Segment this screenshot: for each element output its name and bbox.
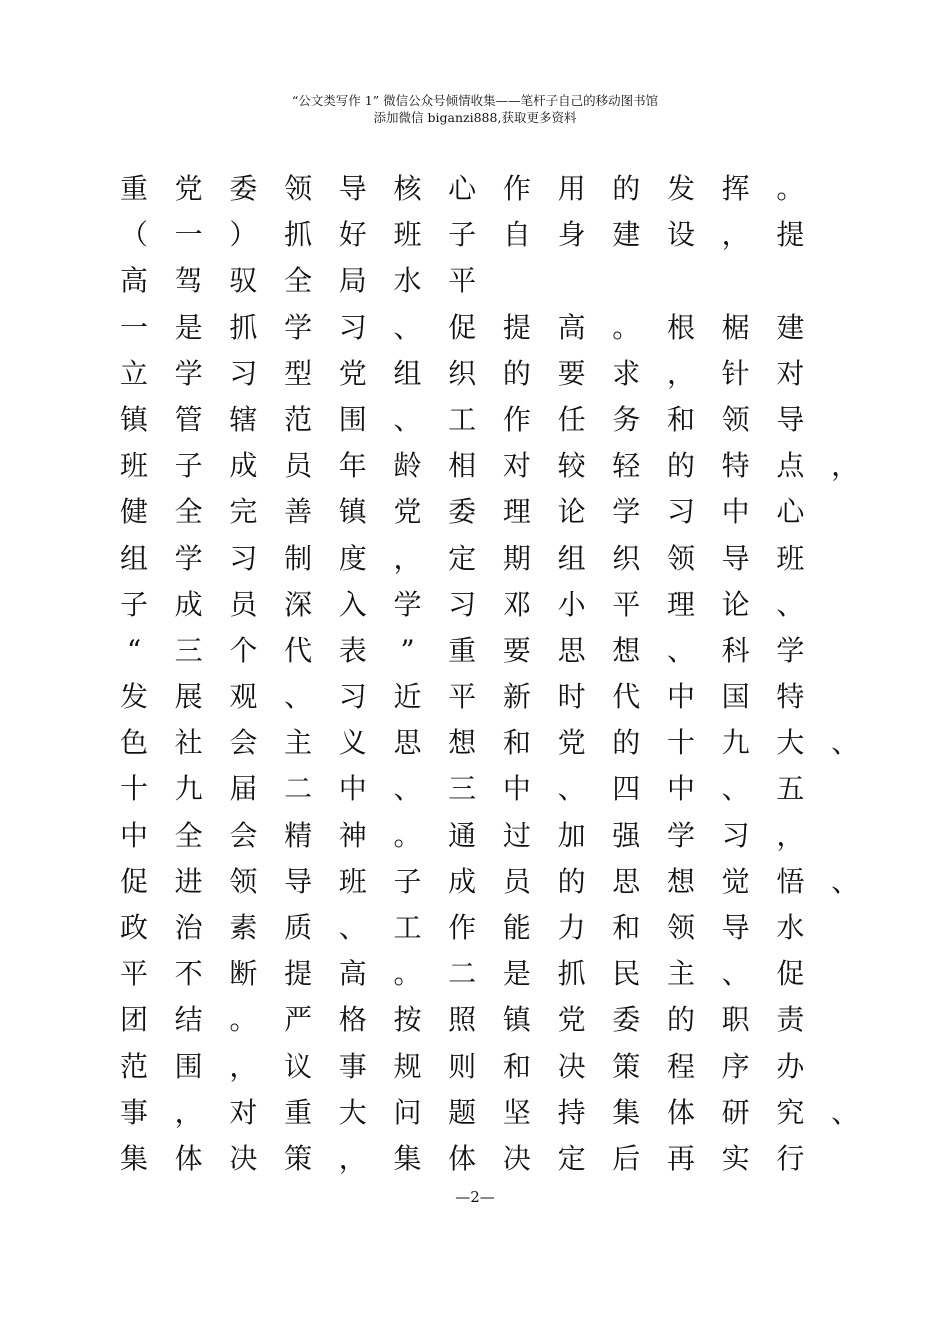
body-line: 事 ， 对 重 大 问 题 坚 持 集 体 研 究 、 — [119, 1095, 860, 1129]
body-line: 促 进 领 导 班 子 成 员 的 思 想 觉 悟 、 — [119, 864, 860, 898]
body-line: 班 子 成 员 年 龄 相 对 较 轻 的 特 点 ， — [119, 449, 860, 483]
body-line: 镇 管 辖 范 围 、 工 作 任 务 和 领 导 — [119, 402, 805, 436]
body-line: 发 展 观 、 习 近 平 新 时 代 中 国 特 — [119, 680, 805, 714]
body-line: 平 不 断 提 高 。 二 是 抓 民 主 、 促 — [119, 957, 805, 991]
header-line-1: “公文类写作 1” 微信公众号倾情收集——笔杆子自己的移动图书馆 — [291, 93, 659, 108]
body-line: 范 围 ， 议 事 规 则 和 决 策 程 序 办 — [119, 1049, 805, 1083]
body-line: 组 学 习 制 度 ， 定 期 组 织 领 导 班 — [119, 541, 805, 575]
body-line: 十 九 届 二 中 、 三 中 、 四 中 、 五 — [119, 772, 805, 806]
body-line: 色 社 会 主 义 思 想 和 党 的 十 九 大 、 — [119, 726, 860, 760]
body-line: 健 全 完 善 镇 党 委 理 论 学 习 中 心 — [119, 495, 805, 529]
body-line: 政 治 素 质 、 工 作 能 力 和 领 导 水 — [119, 911, 805, 944]
body-line: 高 驾 驭 全 局 水 平 — [119, 264, 477, 298]
body-line: 立 学 习 型 党 组 织 的 要 求 ， 针 对 — [119, 356, 805, 390]
body-line: 中 全 会 精 神 。 通 过 加 强 学 习 ， — [119, 818, 805, 852]
body-text — [119, 166, 860, 1182]
header-line-2: 添加微信 biganzi888,获取更多资料 — [373, 110, 577, 125]
body-line: 团 结 。 严 格 按 照 镇 党 委 的 职 责 — [119, 1003, 805, 1037]
page-header — [0, 92, 950, 126]
body-line: 子 成 员 深 入 学 习 邓 小 平 理 论 、 — [119, 587, 805, 621]
body-line: 重 党 委 领 导 核 心 作 用 的 发 挥 。 — [119, 172, 805, 205]
body-line: “ 三 个 代 表 ” 重 要 思 想 、 科 学 — [126, 633, 805, 667]
body-line: 集 体 决 策 ， 集 体 决 定 后 再 实 行 — [119, 1141, 805, 1175]
body-line: 一 是 抓 学 习 、 促 提 高 。 根 椐 建 — [119, 310, 805, 344]
body-line: （ 一 ） 抓 好 班 子 自 身 建 设 ， 提 — [119, 218, 805, 252]
page-number: —2— — [455, 1188, 495, 1206]
